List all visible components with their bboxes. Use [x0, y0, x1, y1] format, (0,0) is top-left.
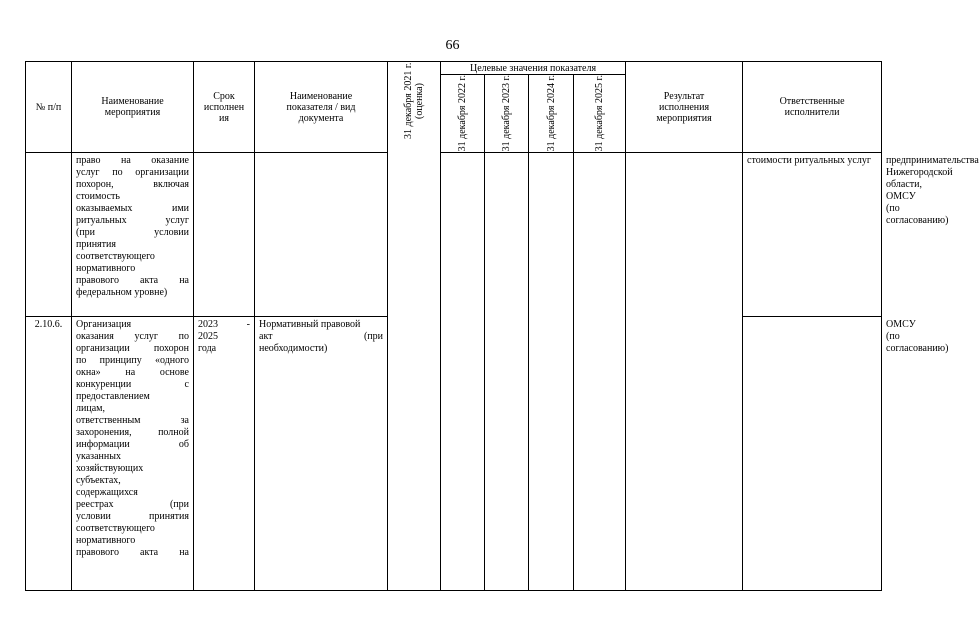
page-number: 66 [445, 38, 460, 53]
header-measure: Наименование мероприятия [72, 62, 194, 153]
row-measure: Организация оказания услуг по организации похорон по принципу «одного окна» на основе конкуренции с предоставлением лицам, ответственным за захоронения, полной информации об указанных хозяйствующих субъектах, содержащихся реестрах (при условии принятия соответствующего нормативного правового акта на [72, 317, 194, 591]
header-year-2022: 31 декабря 2022 г. [457, 75, 468, 152]
header-deadline: Срок исполнен ия [194, 62, 255, 153]
header-result: Результат исполнения мероприятия [626, 62, 743, 153]
header-base-year: 31 декабря 2021 г. (оценка) [403, 62, 425, 140]
table-row: право на оказание услуг по организации похорон, включая стоимость оказываемых ими ритуальных услуг (при условии принятия соответствующего нормативного правового акта на федеральном уровне) стоимости ритуальных услуг предпринимательства Нижегородской области, ОМСУ (по согласованию) [26, 153, 882, 317]
header-target-values: Целевые значения показателя [441, 62, 626, 75]
header-year-2023: 31 декабря 2023 г. [501, 75, 512, 152]
continuation-measure: право на оказание услуг по организации похорон, включая стоимость оказываемых ими ритуальных услуг (при условии принятия соответствующего нормативного правового акта на федеральном уровне) [72, 153, 194, 317]
header-indicator: Наименование показателя / вид документа [255, 62, 388, 153]
row-indicator: Нормативный правовой акт (при необходимости) [255, 317, 388, 591]
measures-table [25, 61, 979, 591]
header-num: № п/п [26, 62, 72, 153]
header-year-2025: 31 декабря 2025 г. [594, 75, 606, 152]
table-row: 2.10.6. Организация оказания услуг по организации похорон по принципу «одного окна» на основе конкуренции с предоставлением лицам, ответственным за захоронения, полной информации об указанных хозяйствующих субъектах, содержащихся реестрах (при условии принятия соответствующего нормативного правового акта на 2023 - 2025 года Нормативный правовой акт (при необходимости) ОМСУ (по согласованию) [26, 317, 882, 591]
row-deadline: 2023 - 2025 года [194, 317, 255, 591]
header-responsible: Ответственные исполнители [743, 62, 882, 153]
header-year-2024: 31 декабря 2024 г. [545, 75, 557, 152]
continuation-result: стоимости ритуальных услуг [743, 153, 882, 317]
row-num: 2.10.6. [26, 317, 72, 591]
